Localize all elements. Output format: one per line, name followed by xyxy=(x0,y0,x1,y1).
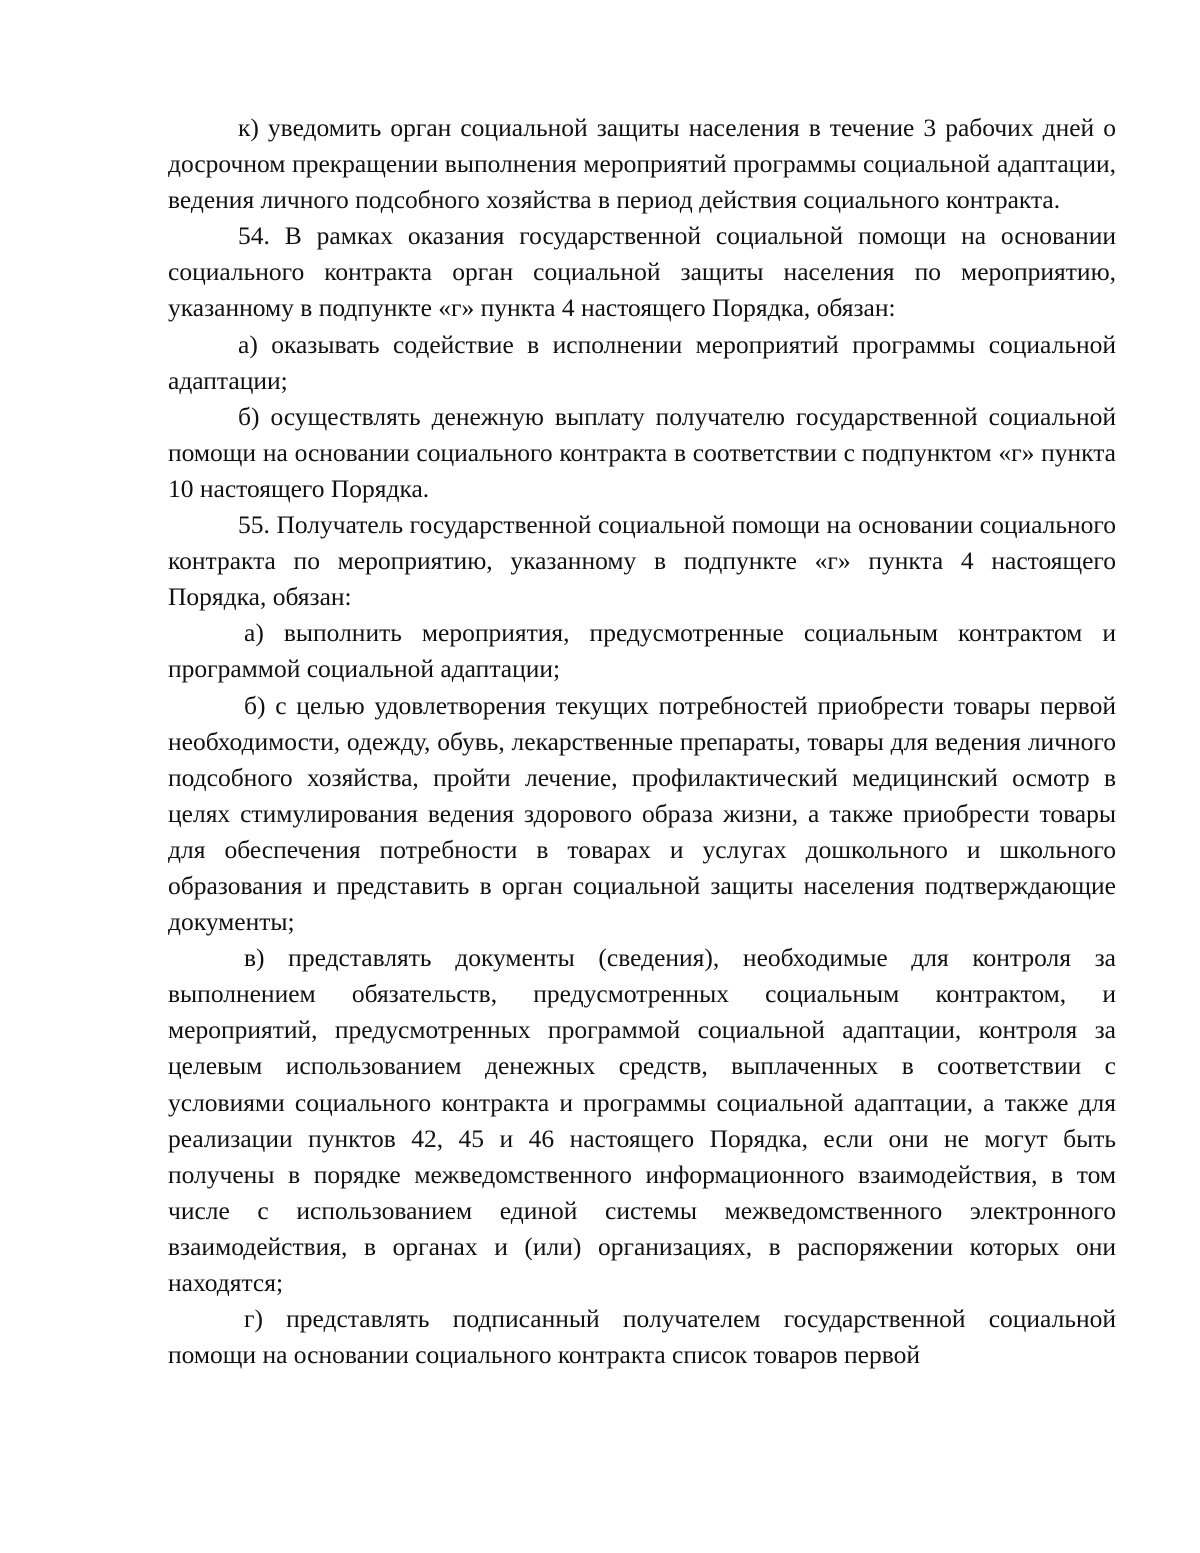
paragraph-clause-55: 55. Получатель государственной социальной помощи на основании социального контракта по мероприятию, указанному в подпункте «г» пункта 4 настоящего Порядка, обязан: xyxy=(168,510,1116,612)
paragraph-clause-54-b: б) осуществлять денежную выплату получателю государственной социальной помощи на основании социального контракта в соответствии с подпунктом «г» пункта 10 настоящего Порядка. xyxy=(168,401,1116,503)
document-page xyxy=(168,110,1116,1373)
paragraph-clause-55-a: а) выполнить мероприятия, предусмотренные социальным контрактом и программой социальной адаптации; xyxy=(168,618,1116,684)
paragraph-clause-55-g: г) представлять подписанный получателем государственной социальной помощи на основании социального контракта список товаров первой xyxy=(168,1304,1116,1370)
paragraph-clause-54: 54. В рамках оказания государственной социальной помощи на основании социального контракта орган социальной защиты населения по мероприятию, указанному в подпункте «г» пункта 4 настоящего Порядка, обязан: xyxy=(168,221,1116,323)
paragraph-clause-54-a: а) оказывать содействие в исполнении мероприятий программы социальной адаптации; xyxy=(168,329,1116,395)
paragraph-item-k: к) уведомить орган социальной защиты населения в течение 3 рабочих дней о досрочном прекращении выполнения мероприятий программы социальной адаптации, ведения личного подсобного хозяйства в период действия социального контракта. xyxy=(168,113,1116,215)
paragraph-clause-55-b: б) с целью удовлетворения текущих потребностей приобрести товары первой необходимости, одежду, обувь, лекарственные препараты, товары для ведения личного подсобного хозяйства, пройти лечение, профилактический медицинский осмотр в целях стимулирования ведения здорового образа жизни, а также приобрести товары для обеспечения потребности в товарах и услугах дошкольного и школьного образования и представить в орган социальной защиты населения подтверждающие документы; xyxy=(168,690,1116,937)
paragraph-clause-55-v: в) представлять документы (сведения), необходимые для контроля за выполнением обязательств, предусмотренных социальным контрактом, и мероприятий, предусмотренных программой социальной адаптации, контроля за целевым использованием денежных средств, выплаченных в соответствии с условиями социального контракта и программы социальной адаптации, а также для реализации пунктов 42, 45 и 46 настоящего Порядка, если они не могут быть получены в порядке межведомственного информационного взаимодействия, в том числе с использованием единой системы межведомственного электронного взаимодействия, в органах и (или) организациях, в распоряжении которых они находятся; xyxy=(168,943,1116,1297)
